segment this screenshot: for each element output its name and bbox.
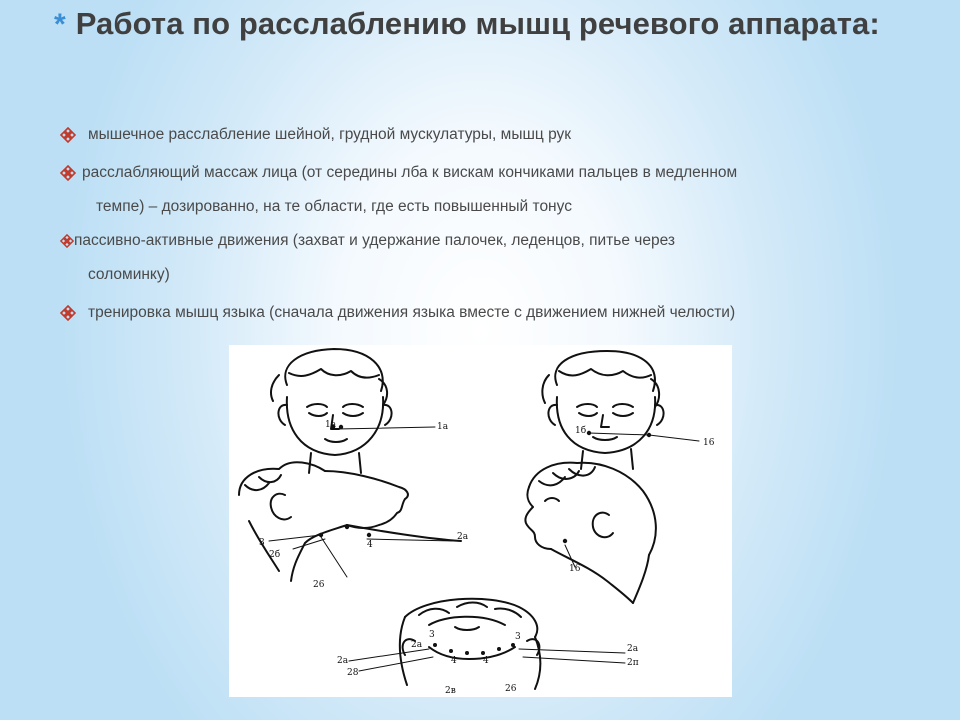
bullet-item xyxy=(60,156,900,224)
label: 2п xyxy=(627,658,639,668)
label: 2а xyxy=(411,640,423,650)
face-front-1 xyxy=(271,349,392,473)
label: 4 xyxy=(367,540,373,550)
label: 26 xyxy=(313,580,325,590)
diamond-bullet-icon xyxy=(60,296,76,330)
label: 4 xyxy=(483,656,489,666)
label: 16 xyxy=(569,564,581,574)
bullet-continuation: темпе) – дозированно, на те области, где есть повышенный тонус xyxy=(96,198,572,215)
label: 26 xyxy=(505,684,517,694)
label: 4 xyxy=(451,656,457,666)
face-profile-tilted xyxy=(239,462,461,581)
figure-labels xyxy=(259,420,715,696)
slide-title: Работа по расслаблению мышц речевого аппарата: xyxy=(75,6,880,41)
bullet-list xyxy=(60,118,900,330)
label: 3 xyxy=(259,538,265,548)
label: 2а xyxy=(627,644,639,654)
label: 28 xyxy=(347,668,359,678)
label: 16 xyxy=(703,438,715,448)
face-front-1-leaders xyxy=(337,427,435,429)
face-diagrams xyxy=(229,345,732,697)
face-profile-side xyxy=(525,463,655,603)
bullet-item xyxy=(60,224,900,292)
label: 1а xyxy=(437,422,449,432)
slide-title-row xyxy=(54,6,934,42)
bullet-continuation: соломинку) xyxy=(88,266,170,283)
label: 3 xyxy=(429,630,435,640)
label: 3 xyxy=(515,632,521,642)
bullet-item xyxy=(60,118,900,152)
bullet-text: тренировка мышц языка (сначала движения языка вместе с движением нижней челюсти) xyxy=(88,304,736,321)
label: 2а xyxy=(337,656,349,666)
diamond-bullet-icon xyxy=(60,118,76,152)
face-profile-tilted-leaders xyxy=(269,535,455,577)
massage-points-illustration xyxy=(229,345,732,697)
diamond-bullet-icon xyxy=(60,156,76,190)
face-front-2 xyxy=(542,351,663,469)
label: 2в xyxy=(445,686,456,696)
label: 2а xyxy=(457,532,469,542)
diamond-bullet-icon xyxy=(60,224,76,258)
label: 1а xyxy=(325,420,337,430)
label: 2б xyxy=(269,550,281,560)
bullet-text: мышечное расслабление шейной, грудной мускулатуры, мышц рук xyxy=(88,126,572,143)
bullet-text: расслабляющий массаж лица (от середины лба к вискам кончиками пальцев в медленном xyxy=(82,164,738,181)
bullet-item xyxy=(60,296,900,330)
bullet-text: пассивно-активные движения (захват и удержание палочек, леденцов, питье через xyxy=(74,232,675,249)
label: 1б xyxy=(575,426,587,436)
title-asterisk: * xyxy=(54,8,66,41)
